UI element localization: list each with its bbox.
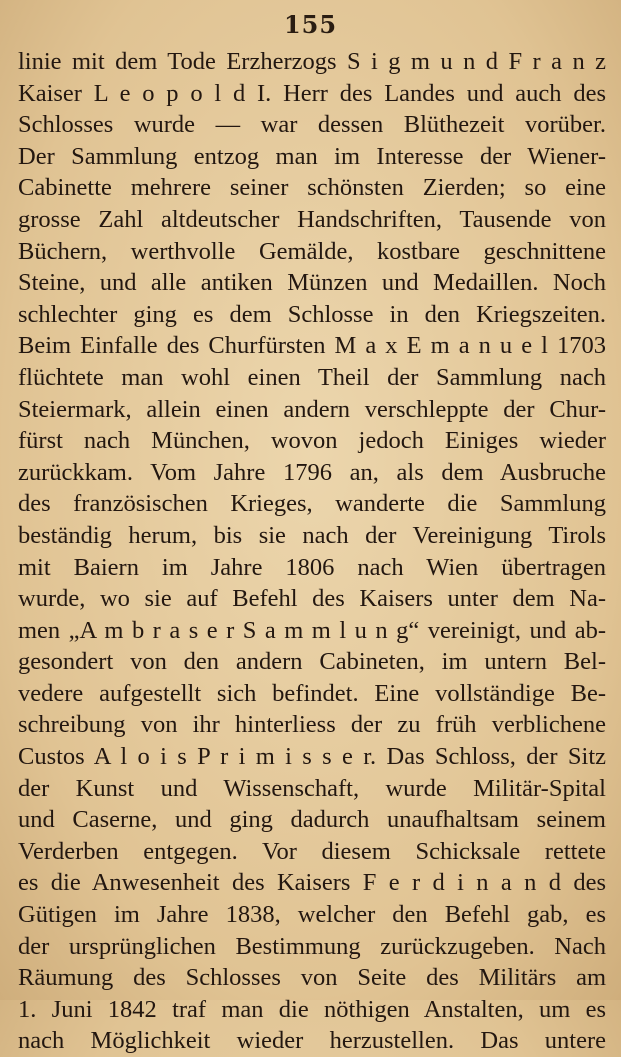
text-line: zurückkam. Vom Jahre 1796 an, als dem Ausbruche — [18, 458, 606, 486]
text-line: schreibung von ihr hinterliess der zu früh verblichene — [18, 711, 606, 739]
text-line: schlechter ging es dem Schlosse in den Kriegszeiten. — [18, 300, 606, 328]
text-line: flüchtete man wohl einen Theil der Sammlung nach — [18, 363, 606, 391]
text-line: Custos A l o i s P r i m i s s e r. Das Schloss, der Sitz — [18, 743, 606, 771]
text-line: nach Möglichkeit wieder herzustellen. Das untere — [18, 1027, 606, 1055]
text-line: Steiermark, allein einen andern verschleppte der Chur- — [18, 395, 606, 423]
text-line: beständig herum, bis sie nach der Vereinigung Tirols — [18, 521, 606, 549]
text-line: Räumung des Schlosses von Seite des Militärs am — [18, 964, 606, 992]
text-line: fürst nach München, wovon jedoch Einiges wieder — [18, 427, 606, 455]
text-line: der ursprünglichen Bestimmung zurückzugeben. Nach — [18, 932, 606, 960]
text-line: Steine, und alle antiken Münzen und Medaillen. Noch — [18, 269, 606, 297]
text-line: wurde, wo sie auf Befehl des Kaisers unter dem Na- — [18, 585, 606, 613]
text-line: des französischen Krieges, wanderte die Sammlung — [18, 490, 606, 518]
text-line: grosse Zahl altdeutscher Handschriften, Tausende von — [18, 205, 606, 233]
text-line: Gütigen im Jahre 1838, welcher den Befehl gab, es — [18, 901, 606, 929]
text-line: Verderben entgegen. Vor diesem Schicksale rettete — [18, 837, 606, 865]
text-line: vedere aufgestellt sich befindet. Eine vollständige Be- — [18, 679, 606, 707]
page-text — [18, 46, 606, 1057]
text-line: mit Baiern im Jahre 1806 nach Wien übertragen — [18, 553, 606, 581]
page-number: 155 — [283, 10, 338, 39]
text-line: der Kunst und Wissenschaft, wurde Militär-Spital — [18, 774, 606, 802]
text-line: gesondert von den andern Cabineten, im untern Bel- — [18, 648, 606, 676]
text-line: Büchern, werthvolle Gemälde, kostbare geschnittene — [18, 237, 606, 265]
text-line: und Caserne, und ging dadurch unaufhaltsam seinem — [18, 806, 606, 834]
text-line: Beim Einfalle des Churfürsten M a x E m a n u e l 1703 — [18, 332, 606, 360]
text-line: Cabinette mehrere seiner schönsten Zierden; so eine — [18, 174, 606, 202]
text-line: Der Sammlung entzog man im Interesse der Wiener- — [18, 142, 606, 170]
text-line: men „A m b r a s e r S a m m l u n g“ vereinigt, und ab- — [18, 616, 606, 644]
text-line: Kaiser L e o p o l d I. Herr des Landes und auch des — [18, 79, 606, 107]
text-line: linie mit dem Tode Erzherzogs S i g m u n d F r a n z — [18, 48, 606, 75]
text-line: 1. Juni 1842 traf man die nöthigen Anstalten, um es — [18, 995, 606, 1023]
text-line: es die Anwesenheit des Kaisers F e r d i n a n d des — [18, 869, 606, 897]
text-line: Schlosses wurde — war dessen Blüthezeit vorüber. — [18, 111, 606, 139]
